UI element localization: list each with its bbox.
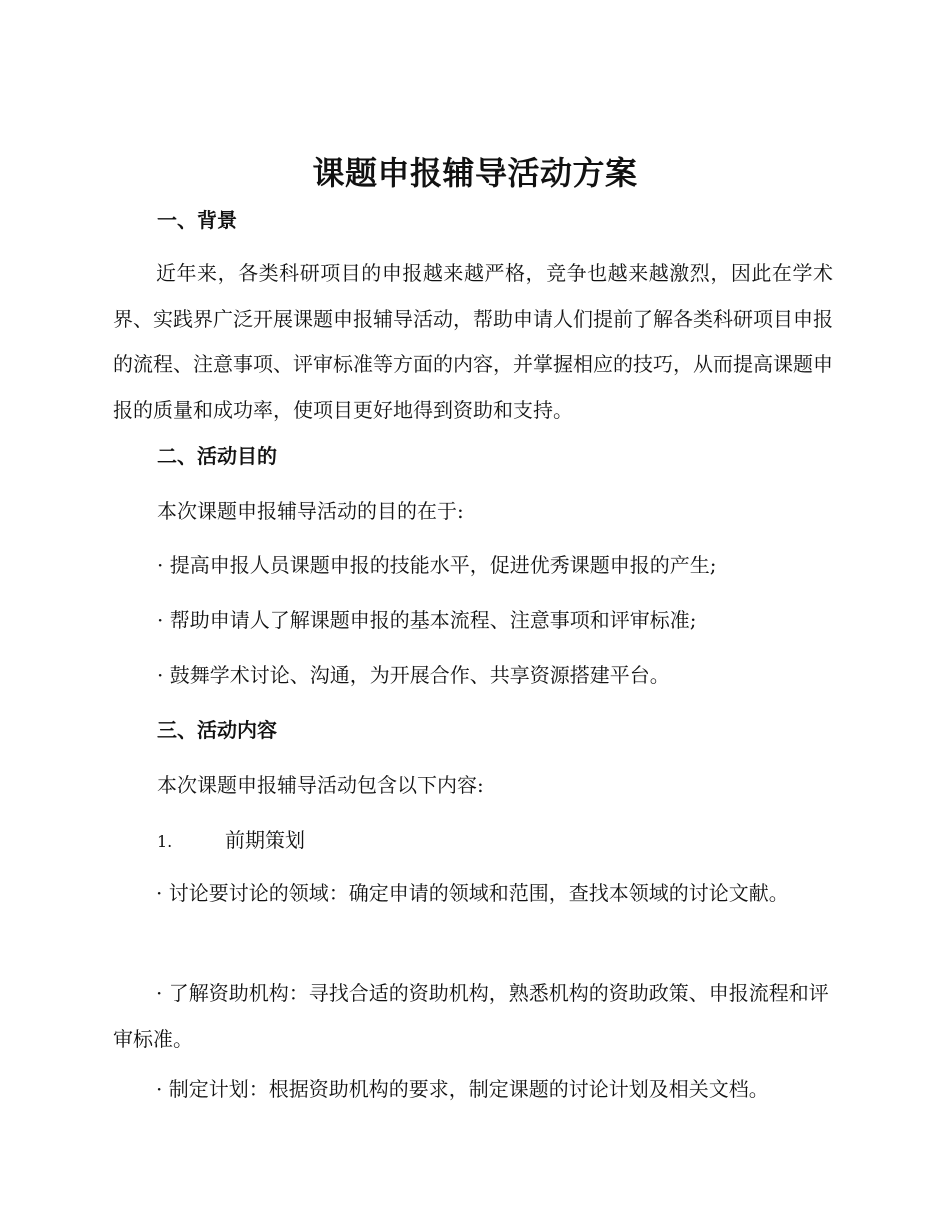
section-heading-content: 三、活动内容 <box>157 718 277 742</box>
content-bullet: · 讨论要讨论的领域：确定申请的领域和范围，查找本领域的讨论文献。 <box>156 881 789 905</box>
numbered-item <box>157 825 305 857</box>
item-number: 1. <box>157 832 173 851</box>
purpose-bullet: · 提高申报人员课题申报的技能水平，促进优秀课题申报的产生; <box>157 553 717 577</box>
purpose-intro: 本次课题申报辅导活动的目的在于: <box>157 499 464 523</box>
content-bullet: · 制定计划：根据资助机构的要求，制定课题的讨论计划及相关文档。 <box>156 1077 769 1101</box>
section-heading-background: 一、背景 <box>157 208 237 232</box>
item-label: 前期策划 <box>225 828 305 852</box>
purpose-bullet: · 帮助申请人了解课题申报的基本流程、注意事项和评审标准; <box>157 608 697 632</box>
content-intro: 本次课题申报辅导活动包含以下内容: <box>157 773 484 797</box>
background-paragraph: 近年来，各类科研项目的申报越来越严格，竞争也越来越激烈，因此在学术界、实践界广泛开展课题申报辅导活动，帮助申请人们提前了解各类科研项目申报的流程、注意事项、评审标准等方面的内容，并掌握相应的技巧，从而提高课题申报的质量和成功率，使项目更好地得到资助和支持。 <box>113 261 833 422</box>
content-bullet: · 了解资助机构：寻找合适的资助机构，熟悉机构的资助政策、申报流程和评审标准。 <box>113 981 829 1051</box>
purpose-bullet: · 鼓舞学术讨论、沟通，为开展合作、共享资源搭建平台。 <box>157 663 670 687</box>
document-title: 课题申报辅导活动方案 <box>312 154 638 192</box>
section-heading-purpose: 二、活动目的 <box>157 444 277 468</box>
